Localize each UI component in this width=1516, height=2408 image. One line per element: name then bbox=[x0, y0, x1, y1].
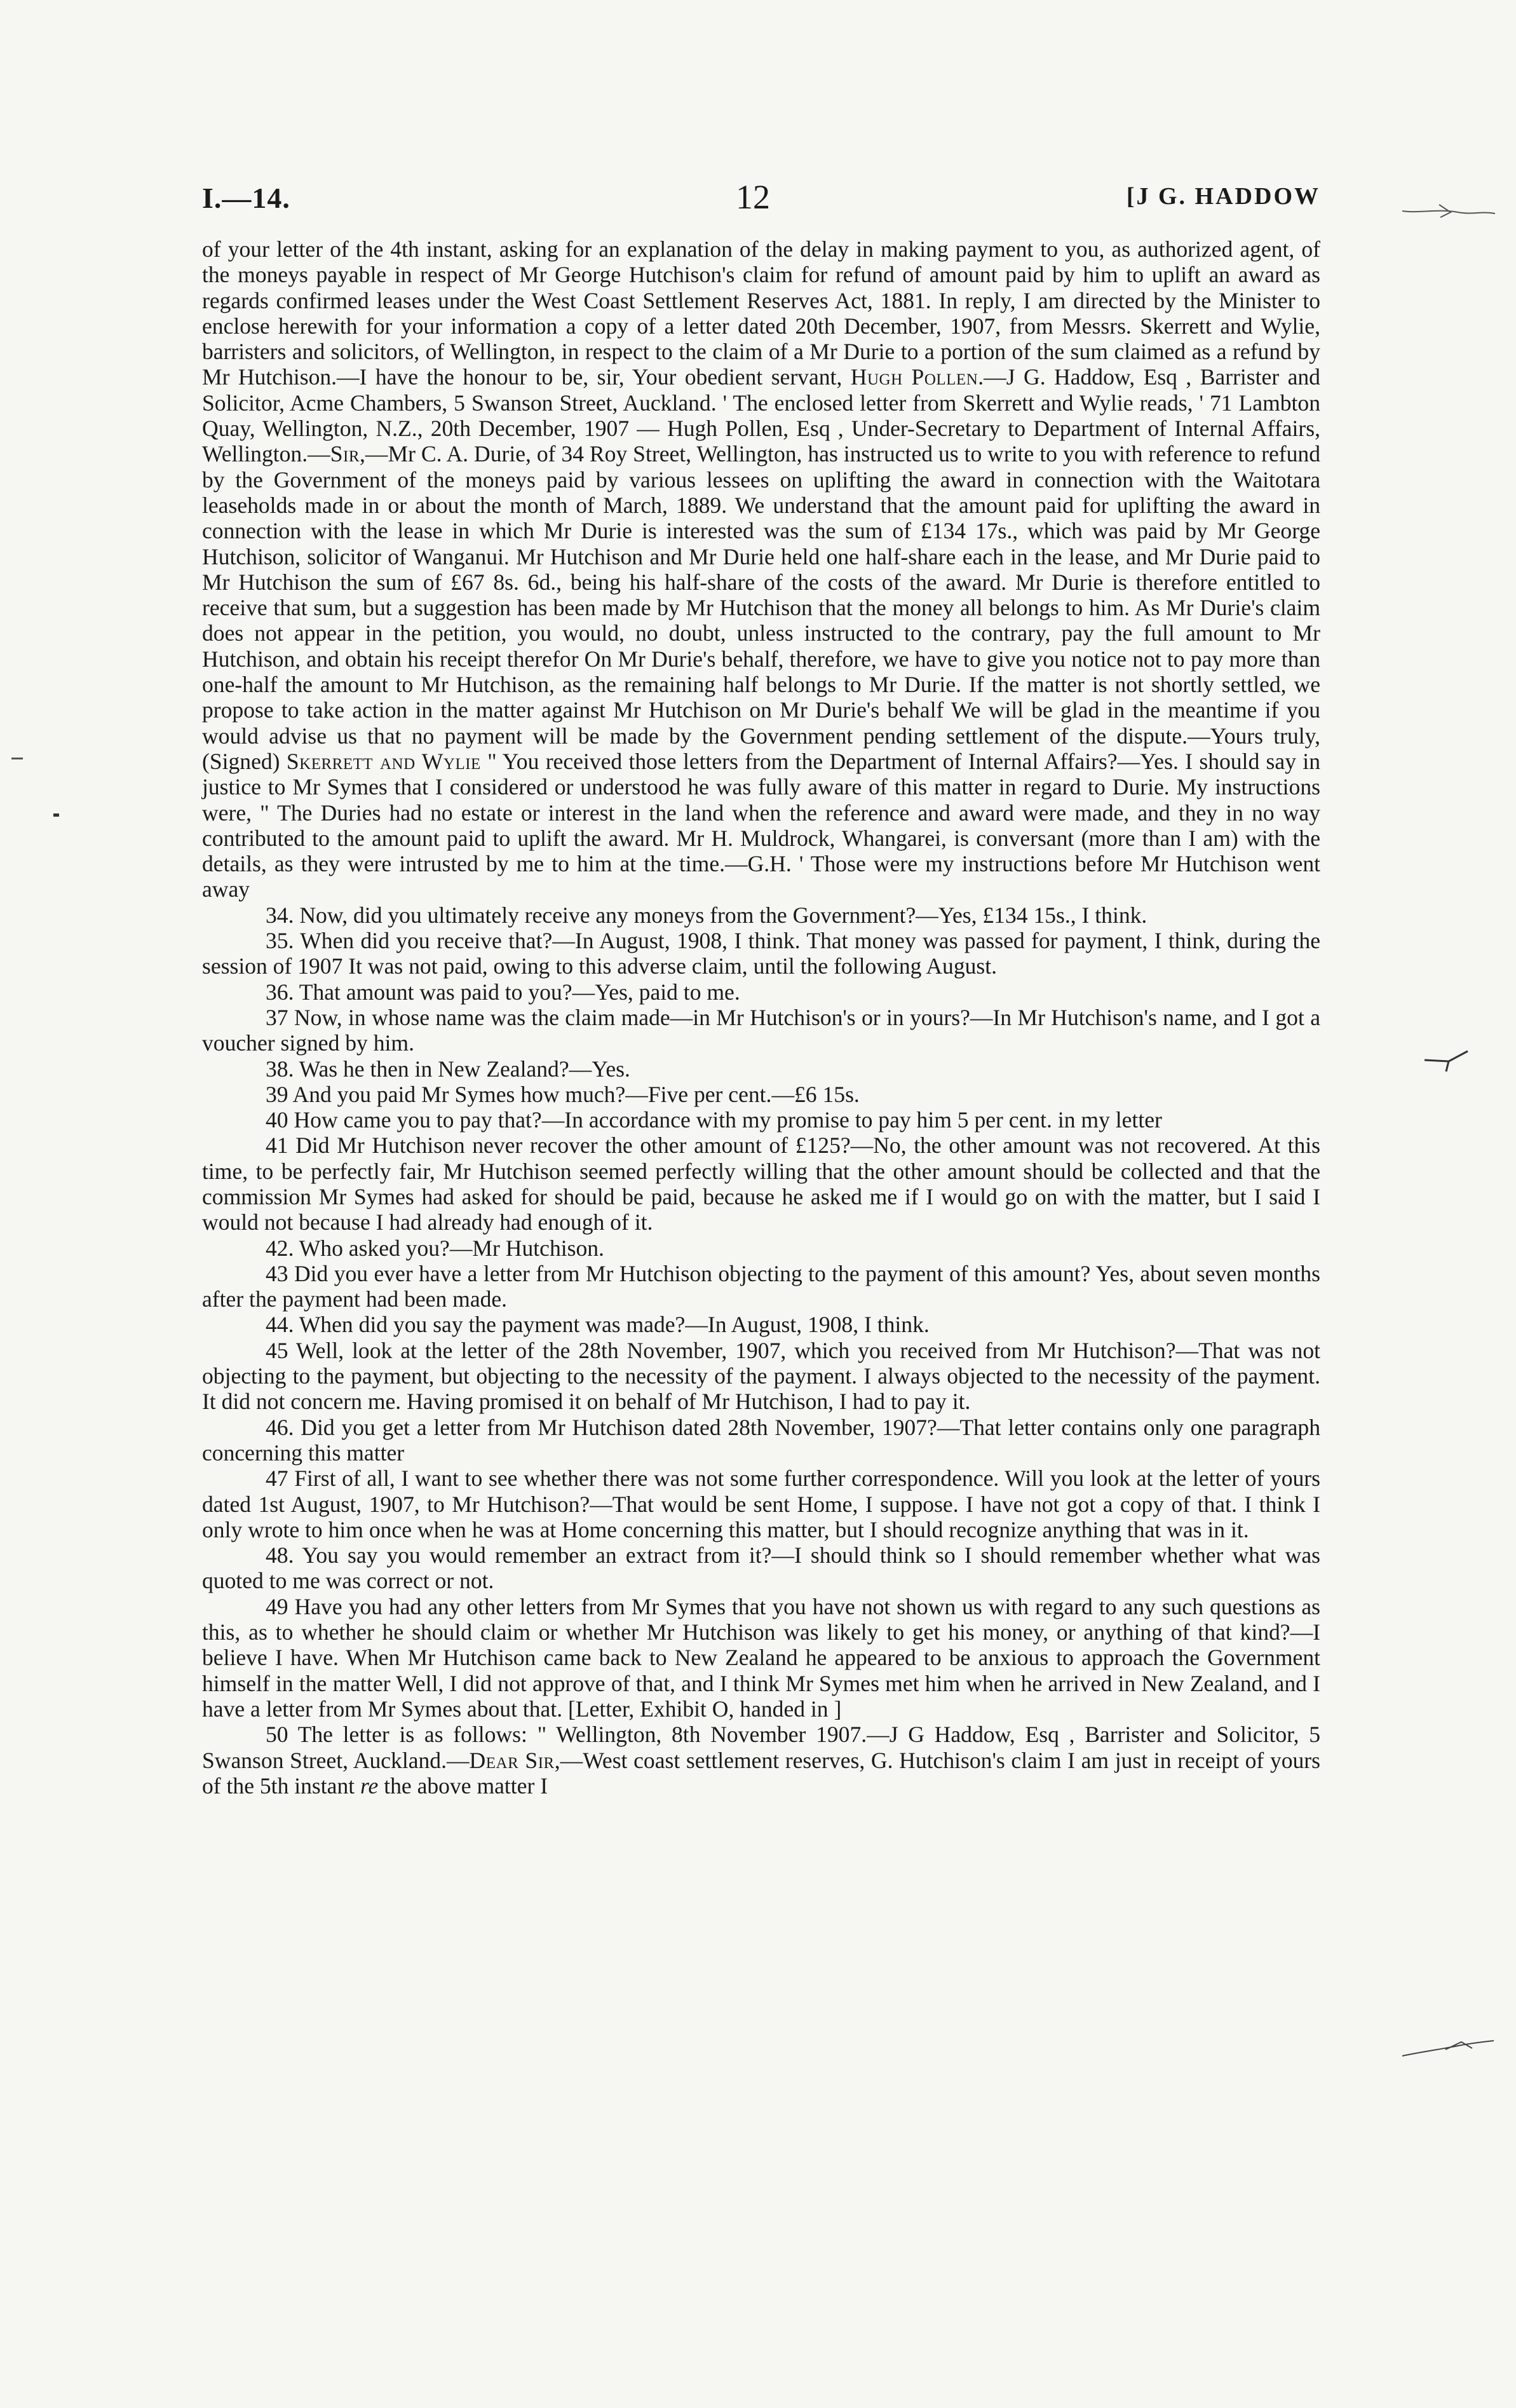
question-50: 50 The letter is as follows: " Wellington, 8th November 1907.—J G Haddow, Esq , Barrister and Solicitor, 5 Swanson Street, Auckland.—Dear Sir,—West coast settlement reserves, G. Hutchison's claim I am just in receipt of yours of the 5th instant re the above matter I bbox=[202, 1722, 1321, 1799]
witness-name: [J G. HADDOW bbox=[1126, 183, 1320, 210]
margin-pencil-mark-top bbox=[1401, 202, 1496, 221]
salutation-sir: Sir bbox=[330, 441, 360, 467]
page-number: 12 bbox=[736, 178, 770, 216]
document-reference: I.—14. bbox=[202, 182, 290, 214]
question-43: 43 Did you ever have a letter from Mr Hutchison objecting to the payment of this amount? Yes, about seven months after the payment had been made. bbox=[202, 1260, 1320, 1312]
page-header bbox=[202, 178, 1320, 226]
question-38: 38. Was he then in New Zealand?—Yes. bbox=[266, 1056, 630, 1082]
question-35: 35. When did you receive that?—In August, 1908, I think. That money was passed for payment, I think, during the session of 1907 It was not paid, owing to this adverse claim, until the following August. bbox=[202, 928, 1320, 979]
question-46: 46. Did you get a letter from Mr Hutchison dated 28th November, 1907?—That letter contains only one paragraph concerning this matter bbox=[202, 1414, 1320, 1466]
question-41: 41 Did Mr Hutchison never recover the other amount of £125?—No, the other amount was not recovered. At this time, to be perfectly fair, Mr Hutchison seemed perfectly willing that the other amount should be collected and that the commission Mr Symes had asked for should be paid, because he asked me if I would go on with the matter, but I said I would not because I had already had enough of it. bbox=[202, 1133, 1320, 1235]
question-37: 37 Now, in whose name was the claim made—in Mr Hutchison's or in yours?—In Mr Hutchison's name, and I got a voucher signed by him. bbox=[202, 1004, 1320, 1056]
signature-hugh-pollen: Hugh Pollen bbox=[850, 364, 978, 390]
question-44: 44. When did you say the payment was made?—In August, 1908, I think. bbox=[266, 1312, 930, 1338]
question-49: 49 Have you had any other letters from Mr Symes that you have not shown us with regard to any such questions as this, as to whether he should claim or whether Mr Hutchison was likely to get his money, or anything of that kind?—I believe I have. When Mr Hutchison came back to New Zealand he appeared to be anxious to approach the Government himself in the matter Well, I did not approve of that, and I think Mr Symes met him when he arrived in New Zealand, and I have a letter from Mr Symes about that. [Letter, Exhibit O, handed in ] bbox=[202, 1593, 1320, 1722]
question-39: 39 And you paid Mr Symes how much?—Five per cent.—£6 15s. bbox=[266, 1081, 860, 1107]
question-40: 40 How came you to pay that?—In accordance with my promise to pay him 5 per cent. in my letter bbox=[266, 1107, 1162, 1133]
question-42: 42. Who asked you?—Mr Hutchison. bbox=[266, 1235, 604, 1261]
margin-tick-mark bbox=[1423, 1049, 1474, 1074]
margin-pencil-mark-bottom bbox=[1401, 2030, 1496, 2062]
signature-skerrett-and-wylie: Skerrett and Wylie bbox=[286, 748, 481, 774]
margin-dash-mark bbox=[11, 758, 23, 759]
question-34: 34. Now, did you ultimately receive any moneys from the Government?—Yes, £134 15s., I think. bbox=[266, 902, 1147, 928]
margin-dot-mark bbox=[53, 813, 59, 817]
question-36: 36. That amount was paid to you?—Yes, paid to me. bbox=[266, 979, 740, 1005]
salutation-dear-sir: Dear Sir bbox=[469, 1747, 555, 1773]
document-body bbox=[202, 236, 1320, 1799]
question-47: 47 First of all, I want to see whether there was not some further correspondence. Will you look at the letter of yours dated 1st August, 1907, to Mr Hutchison?—That would be sent Home, I suppose. I have not got a copy of that. I think I only wrote to him once when he was at Home concerning this matter, but I should recognize anything that was in it. bbox=[202, 1466, 1320, 1542]
question-48: 48. You say you would remember an extract from it?—I should think so I should remember whether what was quoted to me was correct or not. bbox=[202, 1542, 1320, 1594]
paragraph-continued-letters: of your letter of the 4th instant, asking for an explanation of the delay in making payment to you, as authorized agent, of the moneys payable in respect of Mr George Hutchison's claim for refund of amount paid by him to uplift an award as regards confirmed leases under the West Coast Settlement Reserves Act, 1881. In reply, I am directed by the Minister to enclose herewith for your information a copy of a letter dated 20th December, 1907, from Messrs. Skerrett and Wylie, barristers and solicitors, of Wellington, in respect to the claim of a Mr Durie to a portion of the sum claimed as a refund by Mr Hutchison.—I have the honour to be, sir, Your obedient servant, Hugh Pollen.—J G. Haddow, Esq , Barrister and Solicitor, Acme Chambers, 5 Swanson Street, Auckland. ' The enclosed letter from Skerrett and Wylie reads, ' 71 Lambton Quay, Wellington, N.Z., 20th December, 1907 — Hugh Pollen, Esq , Under-Secretary to Department of Internal Affairs, Wellington.—Sir,—Mr C. A. Durie, of 34 Roy Street, Wellington, has instructed us to write to you with reference to refund by the Government of the moneys paid by various lessees on uplifting the award in connection with the Waitotara leaseholds made in or about the month of March, 1889. We understand that the amount paid for uplifting the award in connection with the lease in which Mr Durie is interested was the sum of £134 17s., which was paid by Mr George Hutchison, solicitor of Wanganui. Mr Hutchison and Mr Durie held one half-share each in the lease, and Mr Durie paid to Mr Hutchison the sum of £67 8s. 6d., being his half-share of the costs of the award. Mr Durie is therefore entitled to receive that sum, but a suggestion has been made by Mr Hutchison that the money all belongs to him. As Mr Durie's claim does not appear in the petition, you would, no doubt, unless instructed to the contrary, pay the full amount to Mr Hutchison, and obtain his receipt therefor On Mr Durie's behalf, therefore, we have to give you notice not to pay more than one-half the amount to Mr Hutchison, as the remaining half belongs to Mr Durie. If the matter is not shortly settled, we propose to take action in the matter against Mr Hutchison on Mr Durie's behalf We will be glad in the meantime if you would advise us that no payment will be made by the Government pending settlement of the dispute.—Yours truly, (Signed) Skerrett and Wylie " You received those letters from the Department of Internal Affairs?—Yes. I should say in justice to Mr Symes that I considered or understood he was fully aware of this matter in regard to Durie. My instructions were, " The Duries had no estate or interest in the land when the reference and award were made, and they in no way contributed to the amount paid to uplift the award. Mr H. Muldrock, Whangarei, is conversant (more than I am) with the details, as they were intrusted by me to him at the time.—G.H. ' Those were my instructions before Mr Hutchison went away bbox=[202, 236, 1320, 902]
question-45: 45 Well, look at the letter of the 28th November, 1907, which you received from Mr Hutchison?—That was not objecting to the payment, but objecting to the necessity of the payment. I always objected to the necessity of the payment. It did not concern me. Having promised it on behalf of Mr Hutchison, I had to pay it. bbox=[202, 1337, 1320, 1415]
